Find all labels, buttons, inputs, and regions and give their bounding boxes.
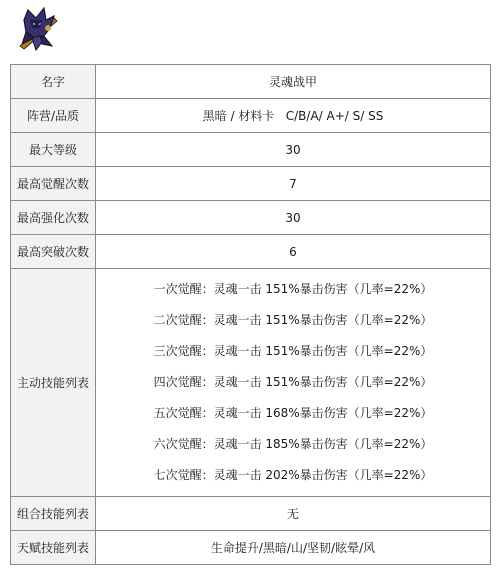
table-row	[11, 65, 491, 99]
skill-line: 六次觉醒：灵魂一击 185%暴击伤害（几率=22%）	[153, 437, 433, 451]
row-value-max-breakthrough: 6	[96, 235, 491, 269]
row-value-name: 灵魂战甲	[96, 65, 491, 99]
skill-line: 五次觉醒：灵魂一击 168%暴击伤害（几率=22%）	[153, 406, 433, 420]
table-row	[11, 497, 491, 531]
row-label-combo-skills: 组合技能列表	[11, 497, 96, 531]
table-row	[11, 531, 491, 565]
dark-knight-character-icon	[14, 6, 60, 54]
row-value-combo-skills: 无	[96, 497, 491, 531]
row-value-max-awaken: 7	[96, 167, 491, 201]
row-label-max-breakthrough: 最高突破次数	[11, 235, 96, 269]
table-row	[11, 99, 491, 133]
skill-line: 七次觉醒：灵魂一击 202%暴击伤害（几率=22%）	[153, 468, 433, 482]
row-value-faction-quality: 黑暗 / 材料卡 C/B/A/ A+/ S/ SS	[96, 99, 491, 133]
skill-line: 二次觉醒：灵魂一击 151%暴击伤害（几率=22%）	[153, 313, 433, 327]
row-value-max-enhance: 30	[96, 201, 491, 235]
table-row	[11, 235, 491, 269]
row-value-max-level: 30	[96, 133, 491, 167]
row-label-max-enhance: 最高强化次数	[11, 201, 96, 235]
row-value-talent-skills: 生命提升/黑暗/山/坚韧/眩晕/风	[96, 531, 491, 565]
row-label-talent-skills: 天赋技能列表	[11, 531, 96, 565]
skill-line: 一次觉醒：灵魂一击 151%暴击伤害（几率=22%）	[153, 282, 433, 296]
row-label-faction-quality: 阵营/品质	[11, 99, 96, 133]
table-row	[11, 167, 491, 201]
character-avatar	[14, 6, 60, 54]
table-row	[11, 133, 491, 167]
row-label-max-awaken: 最高觉醒次数	[11, 167, 96, 201]
table-row	[11, 201, 491, 235]
row-label-name: 名字	[11, 65, 96, 99]
skill-line: 三次觉醒：灵魂一击 151%暴击伤害（几率=22%）	[153, 344, 433, 358]
row-label-active-skills: 主动技能列表	[11, 269, 96, 497]
card-info-table	[10, 64, 491, 565]
table-row	[11, 269, 491, 497]
skill-line: 四次觉醒：灵魂一击 151%暴击伤害（几率=22%）	[153, 375, 433, 389]
row-label-max-level: 最大等级	[11, 133, 96, 167]
active-skills-list	[96, 269, 491, 497]
